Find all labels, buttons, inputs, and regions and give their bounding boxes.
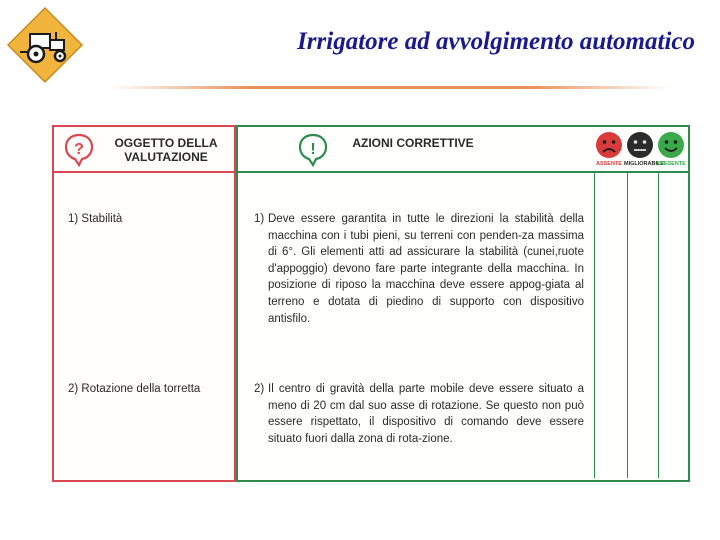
corrective-action-1	[254, 211, 584, 327]
actions-column	[236, 125, 690, 482]
subject-header	[54, 127, 234, 173]
subject-item-2: 2) Rotazione della torretta	[68, 383, 201, 395]
neutral-face-icon	[626, 131, 654, 159]
evaluation-table	[52, 125, 692, 480]
rating-label-improvable: MIGLIORABILE	[624, 161, 665, 167]
page-title: Irrigatore ad avvolgimento automatico	[297, 28, 695, 55]
rating-divider	[627, 173, 628, 478]
rating-label-present: PRESENTE	[656, 161, 686, 167]
question-mark-icon	[64, 133, 94, 167]
rating-label-absent: ASSENTE	[596, 161, 622, 167]
subject-item-1: 1) Stabilità	[68, 213, 123, 225]
rating-divider	[658, 173, 659, 478]
action-text: Deve essere garantita in tutte le direzioni la stabilità della macchina con i tubi pieni, su terreni con penden-za massima di 6°. Gli elementi atti ad assicurare la stabilità (cunei,ruote d'appoggio) devono fare parte integrante della macchina. In posizione di riposo la macchina deve essere appog-giata al terreno e dotata di piedino di supporto con dispositivo antisfilo.	[268, 213, 584, 325]
corrective-action-2	[254, 381, 584, 447]
rating-divider	[594, 173, 595, 478]
happy-face-icon	[657, 131, 685, 159]
svg-text:!: !	[310, 141, 316, 158]
title-divider	[110, 86, 670, 89]
action-text: Il centro di gravità della parte mobile deve essere situato a meno di 20 cm dal suo asse di rotazione. Se questo non può essere rispettato, il dispositivo di comando deve essere situato fuori dalla zona di rota-zione.	[268, 383, 584, 445]
tractor-logo	[6, 6, 84, 84]
action-number: 2)	[254, 383, 265, 395]
subject-heading: OGGETTO DELLA VALUTAZIONE	[114, 136, 218, 164]
actions-header	[238, 127, 688, 173]
sad-face-icon	[595, 131, 623, 159]
svg-text:?: ?	[74, 141, 84, 158]
subject-column	[52, 125, 236, 482]
tractor-icon	[6, 6, 84, 84]
rating-legend	[593, 131, 688, 169]
exclamation-mark-icon	[298, 133, 328, 167]
action-number: 1)	[254, 213, 265, 225]
actions-heading: AZIONI CORRETTIVE	[352, 136, 474, 150]
